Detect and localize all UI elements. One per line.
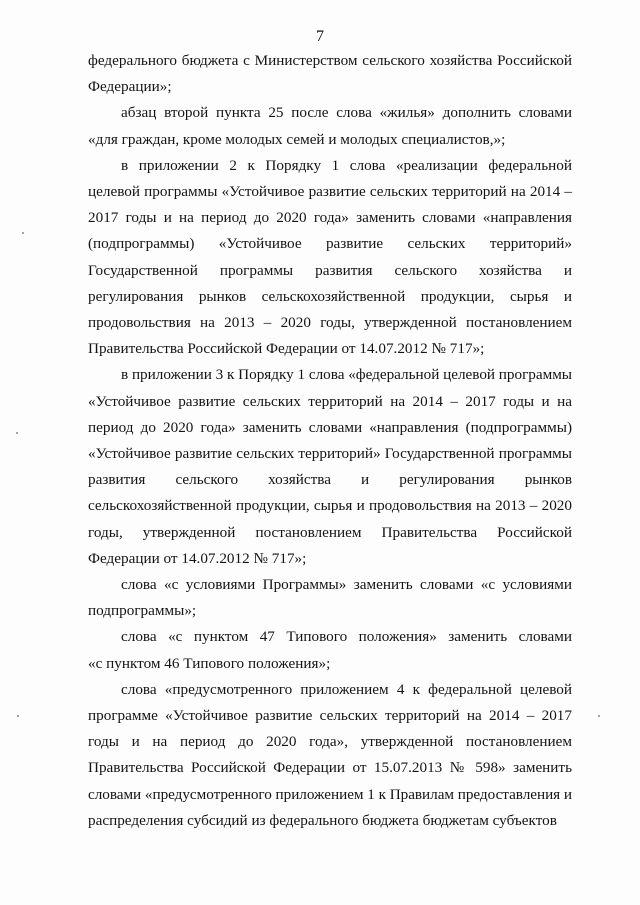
text-line: регулирования рынков сельскохозяйственной продукции, сырья и <box>88 287 572 305</box>
text-line: Федерации от 14.07.2012 № 717»; <box>88 549 307 567</box>
text-line: годы, утвержденной постановлением Правительства Российской <box>88 523 572 541</box>
document-body <box>88 48 572 834</box>
text-line: распределения субсидий из федерального бюджета бюджетам субъектов <box>88 811 557 829</box>
text-line: слова «предусмотренного приложением 4 к федеральной целевой <box>121 680 572 698</box>
text-line: «Устойчивое развитие сельских территорий на 2014 – 2017 годы и на <box>88 392 572 410</box>
text-line: в приложении 3 к Порядку 1 слова «федеральной целевой программы <box>121 366 572 384</box>
text-line: «с пунктом 46 Типового положения»; <box>88 654 331 672</box>
text-line: Правительства Российской Федерации от 14.07.2012 № 717»; <box>88 340 485 358</box>
text-line: подпрограммы»; <box>88 602 197 620</box>
text-line: сельскохозяйственной продукции, сырья и продовольствия на 2013 – 2020 <box>88 497 572 515</box>
text-line: Государственной программы развития сельского хозяйства и <box>88 261 572 279</box>
text-line: годы и на период до 2020 года», утвержденной постановлением <box>88 733 572 751</box>
text-line: Правительства Российской Федерации от 15.07.2013 № 598» заменить <box>88 759 572 777</box>
paragraph-p4 <box>88 362 572 572</box>
text-line: слова «с пунктом 47 Типового положения» заменить словами <box>121 628 572 646</box>
text-line: Федерации»; <box>88 78 172 96</box>
paragraph-p2 <box>88 100 572 152</box>
text-line: словами «предусмотренного приложением 1 к Правилам предоставления и <box>88 785 572 803</box>
paragraph-p7 <box>88 677 572 834</box>
text-line: в приложении 2 к Порядку 1 слова «реализации федеральной <box>121 156 572 174</box>
text-line: (подпрограммы) «Устойчивое развитие сельских территорий» <box>88 235 572 253</box>
text-line: целевой программы «Устойчивое развитие сельских территорий на 2014 – <box>88 183 572 201</box>
text-line: абзац второй пункта 25 после слова «жилья» дополнить словами <box>121 104 572 122</box>
text-line: федерального бюджета с Министерством сельского хозяйства Российской <box>88 52 572 69</box>
text-line: «Устойчивое развитие сельских территорий» Государственной программы <box>88 445 572 463</box>
scan-speck <box>16 432 18 434</box>
paragraph-p6 <box>88 624 572 676</box>
text-line: развития сельского хозяйства и регулирования рынков <box>88 471 572 489</box>
text-line: период до 2020 года» заменить словами «направления (подпрограммы) <box>88 418 572 436</box>
scan-speck <box>22 232 24 234</box>
scan-speck <box>17 715 19 717</box>
paragraph-p1 <box>88 48 572 100</box>
paragraph-p5 <box>88 572 572 624</box>
text-line: слова «с условиями Программы» заменить словами «с условиями <box>121 576 572 594</box>
page-number: 7 <box>316 28 324 45</box>
text-line: 2017 годы и на период до 2020 года» заменить словами «направления <box>88 209 572 227</box>
text-line: «для граждан, кроме молодых семей и молодых специалистов,»; <box>88 130 506 148</box>
text-line: продовольствия на 2013 – 2020 годы, утвержденной постановлением <box>88 314 572 332</box>
text-line: программе «Устойчивое развитие сельских территорий на 2014 – 2017 <box>88 707 572 725</box>
paragraph-p3 <box>88 153 572 363</box>
scan-speck <box>598 715 600 717</box>
